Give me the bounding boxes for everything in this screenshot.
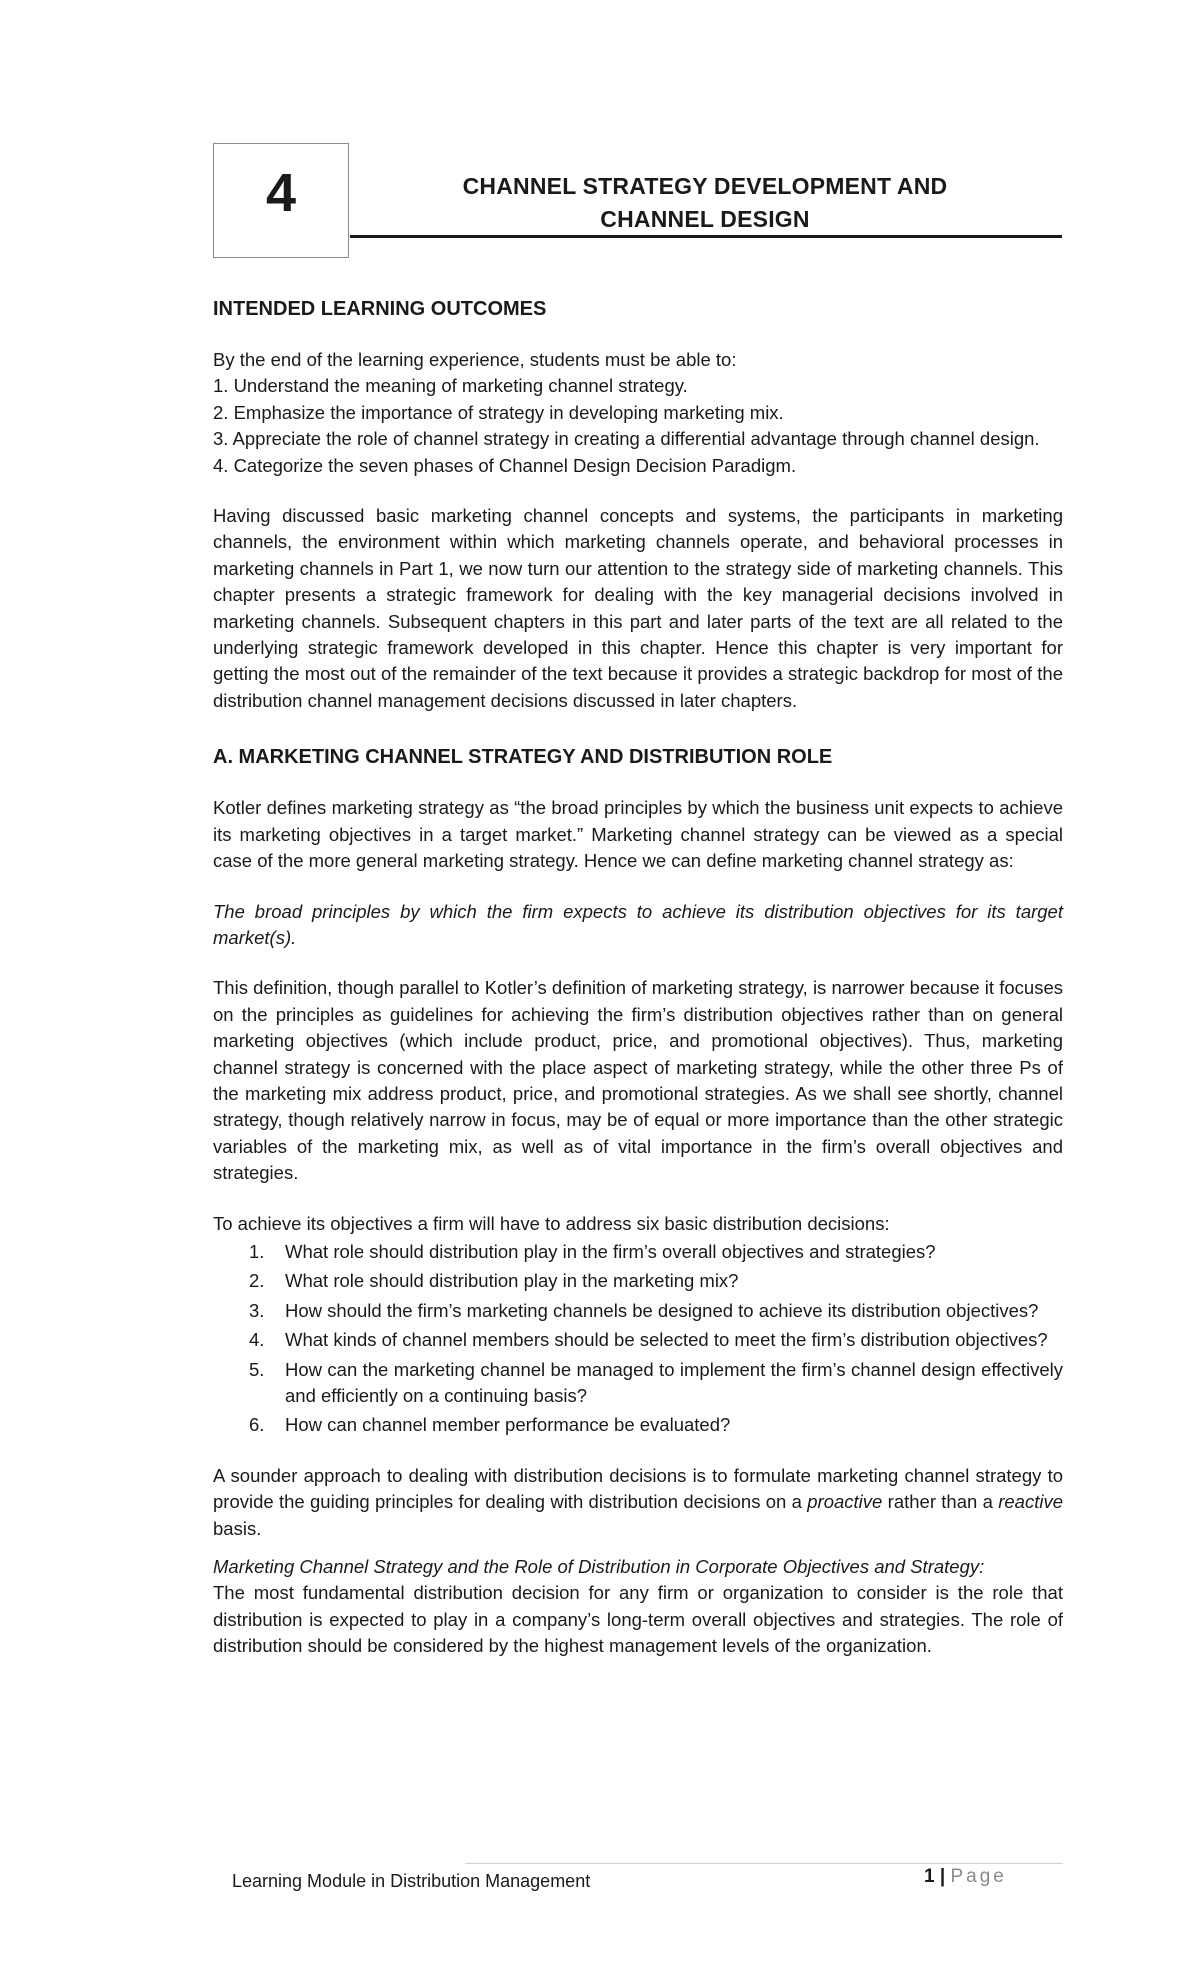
list-item-number: 3.	[249, 1299, 265, 1321]
outcome-item: 4. Categorize the seven phases of Channel Design Decision Paradigm.	[213, 454, 797, 476]
list-item	[249, 1298, 1063, 1324]
decisions-list	[213, 1239, 1063, 1439]
section-a-heading: A. MARKETING CHANNEL STRATEGY AND DISTRIBUTION ROLE	[213, 746, 833, 769]
outcome-item: 3. Appreciate the role of channel strategy in creating a differential advantage through channel design.	[213, 428, 1040, 450]
page-number: 1	[924, 1866, 935, 1887]
sounder-paragraph	[213, 1463, 1063, 1542]
list-item	[249, 1327, 1063, 1353]
chapter-number-box	[213, 143, 349, 258]
list-item	[249, 1268, 1063, 1294]
proactive-emphasis: proactive	[807, 1491, 883, 1513]
list-item-number: 2.	[249, 1270, 265, 1292]
footer-divider	[465, 1863, 1063, 1864]
definition-explanation: This definition, though parallel to Kotler’s definition of marketing strategy, is narrower because it focuses on the principles as guidelines for achieving the firm’s distribution objectives rather than on general marketing objectives (which include product, price, and promotional objectives). Thus, marketing channel strategy is concerned with the place aspect of marketing strategy, while the other three Ps of the marketing mix address product, price, and promotional strategies. As we shall see shortly, channel strategy, though relatively narrow in focus, may be of equal or more importance than the other strategic variables of the marketing mix, as well as of vital importance in the firm’s overall objectives and strategies.	[213, 977, 1063, 1184]
subsection-heading: Marketing Channel Strategy and the Role of Distribution in Corporate Objectives and Strategy:	[213, 1556, 985, 1578]
list-item	[249, 1239, 1063, 1265]
chapter-title-line1: CHANNEL STRATEGY DEVELOPMENT AND	[462, 173, 948, 199]
footer-module-title: Learning Module in Distribution Management	[232, 1871, 591, 1891]
list-item-number: 1.	[249, 1240, 265, 1262]
outcomes-heading: INTENDED LEARNING OUTCOMES	[213, 298, 547, 320]
list-item	[249, 1412, 1063, 1438]
title-underline	[350, 235, 1062, 238]
chapter-title	[350, 170, 1060, 236]
list-item-text: How can channel member performance be evaluated?	[285, 1414, 731, 1436]
reactive-emphasis: reactive	[998, 1491, 1063, 1513]
list-item	[249, 1357, 1063, 1410]
list-item-number: 5.	[249, 1358, 265, 1380]
sounder-text: basis.	[213, 1517, 262, 1539]
list-item-text: What role should distribution play in the marketing mix?	[285, 1270, 739, 1292]
page-label: Page	[950, 1866, 1007, 1887]
list-item-text: How can the marketing channel be managed to implement the firm’s channel design effectively and efficiently on a continuing basis?	[285, 1358, 1063, 1406]
page-content	[213, 295, 1063, 1660]
role-paragraph: The most fundamental distribution decision for any firm or organization to consider is the role that distribution is expected to play in a company’s long-term overall objectives and strategies. The role of distribution should be considered by the highest management levels of the organization.	[213, 1582, 1063, 1657]
page-separator: |	[939, 1866, 946, 1887]
list-item-text: What kinds of channel members should be selected to meet the firm’s distribution objectives?	[285, 1329, 1048, 1351]
sounder-text: rather than a	[882, 1491, 999, 1513]
sounder-text: A sounder approach to dealing with distribution decisions is to formulate marketing channel strategy to provide the guiding principles for dealing with distribution decisions on a	[213, 1464, 1063, 1513]
list-item-text: What role should distribution play in the firm’s overall objectives and strategies?	[285, 1240, 936, 1262]
intro-paragraph: Having discussed basic marketing channel concepts and systems, the participants in marketing channels, the environment within which marketing channels operate, and behavioral processes in marketing channels in Part 1, we now turn our attention to the strategy side of marketing channels. This chapter presents a strategic framework for dealing with the key managerial decisions involved in marketing channels. Subsequent chapters in this part and later parts of the text are all related to the underlying strategic framework developed in this chapter. Hence this chapter is very important for getting the most out of the remainder of the text because it provides a strategic backdrop for most of the distribution channel management decisions discussed in later chapters.	[213, 505, 1063, 711]
definition-text: The broad principles by which the firm expects to achieve its distribution objectives for its target market(s).	[213, 900, 1063, 948]
chapter-title-line2: CHANNEL DESIGN	[600, 206, 810, 232]
chapter-number: 4	[265, 163, 297, 223]
outcomes-intro: By the end of the learning experience, students must be able to:	[213, 349, 737, 370]
list-item-number: 6.	[249, 1414, 265, 1436]
page-indicator	[924, 1866, 1007, 1888]
decisions-intro: To achieve its objectives a firm will have to address six basic distribution decisions:	[213, 1212, 890, 1234]
kotler-paragraph: Kotler defines marketing strategy as “the broad principles by which the business unit expects to achieve its marketing objectives in a target market.” Marketing channel strategy can be viewed as a special case of the more general marketing strategy. Hence we can define marketing channel strategy as:	[213, 797, 1063, 872]
outcome-item: 1. Understand the meaning of marketing channel strategy.	[213, 375, 688, 397]
list-item-number: 4.	[249, 1329, 265, 1351]
outcome-item: 2. Emphasize the importance of strategy in developing marketing mix.	[213, 401, 784, 423]
list-item-text: How should the firm’s marketing channels be designed to achieve its distribution objectives?	[285, 1299, 1039, 1321]
